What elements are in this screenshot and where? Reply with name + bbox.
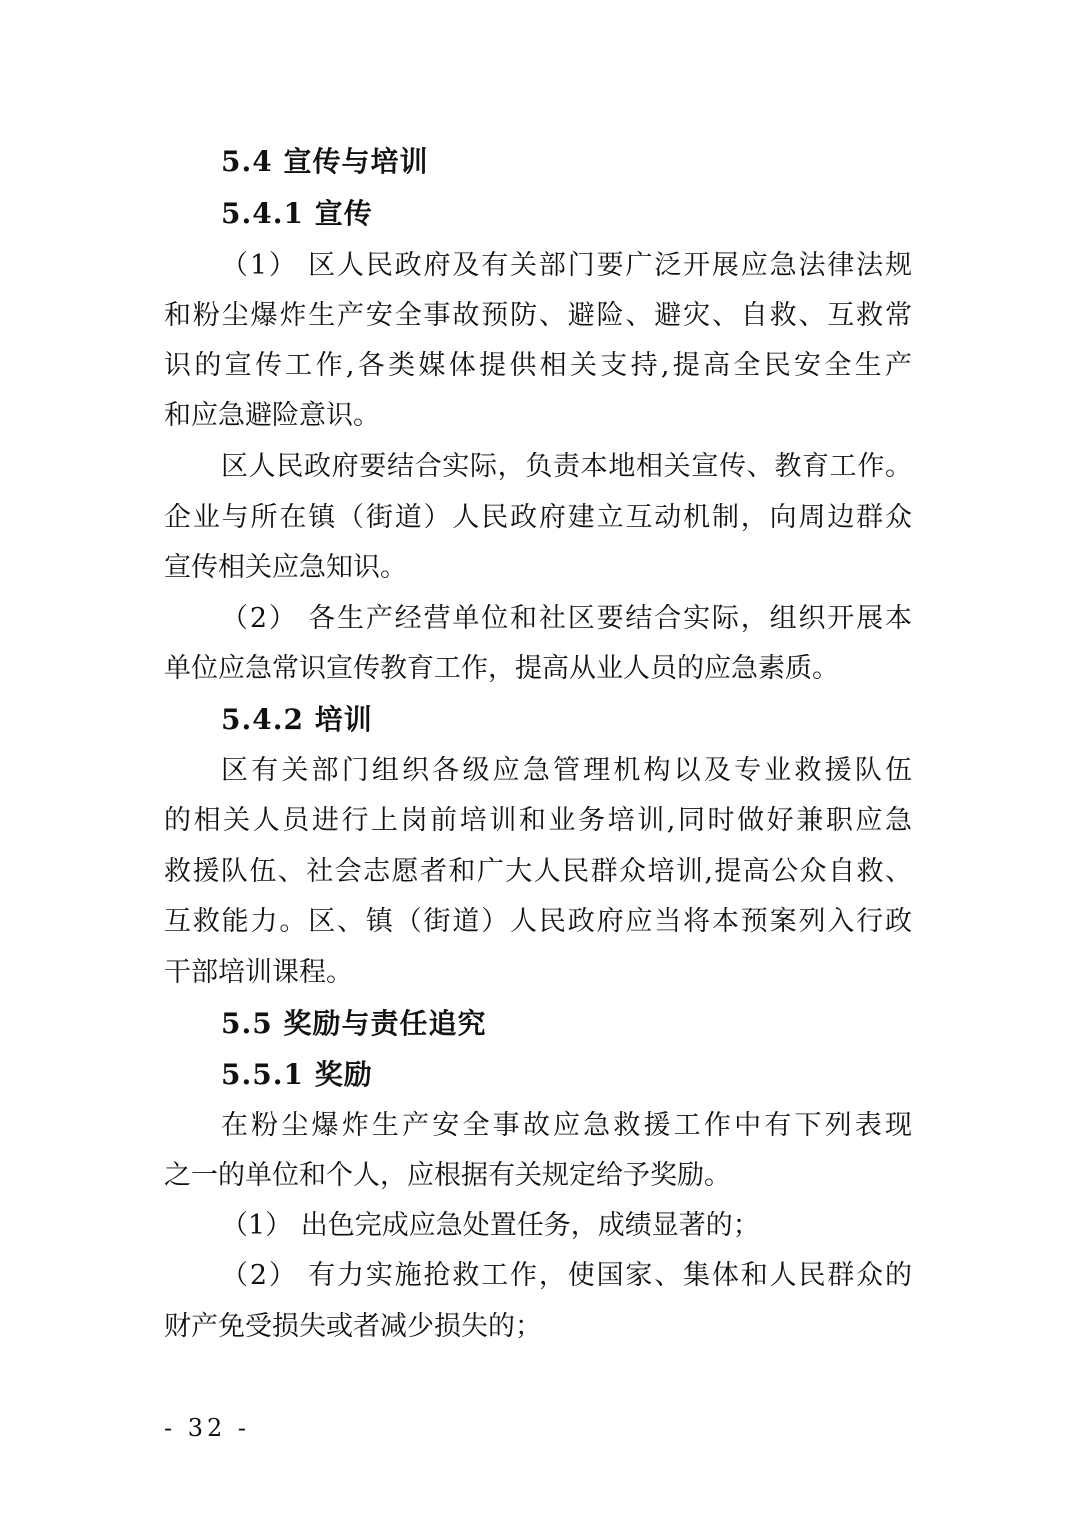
paragraph-line: 互救能力。区、镇（街道）人民政府应当将本预案列入行政 xyxy=(164,906,912,937)
paragraph-line: 干部培训课程。 xyxy=(164,957,353,988)
paragraph-line: 和粉尘爆炸生产安全事故预防、避险、避灾、自救、互救常 xyxy=(164,300,912,331)
paragraph-line: 在粉尘爆炸生产安全事故应急救援工作中有下列表现 xyxy=(221,1110,912,1141)
paragraph-line: （2） 有力实施抢救工作，使国家、集体和人民群众的 xyxy=(221,1260,912,1291)
paragraph-line: 和应急避险意识。 xyxy=(164,400,380,431)
paragraph-line: 救援队伍、社会志愿者和广大人民群众培训,提高公众自救、 xyxy=(164,856,912,887)
paragraph-line: （1） 出色完成应急处置任务，成绩显著的； xyxy=(221,1210,760,1241)
heading-5-4: 5.4 宣传与培训 xyxy=(221,145,429,178)
paragraph-line: 之一的单位和个人，应根据有关规定给予奖励。 xyxy=(164,1160,731,1191)
paragraph-line: 企业与所在镇（街道）人民政府建立互动机制，向周边群众 xyxy=(164,502,912,533)
page-number: - 32 - xyxy=(164,1414,251,1442)
paragraph-line: 的相关人员进行上岗前培训和业务培训,同时做好兼职应急 xyxy=(164,805,912,836)
heading-5-5-1: 5.5.1 奖励 xyxy=(221,1058,373,1091)
paragraph-line: 识的宣传工作,各类媒体提供相关支持,提高全民安全生产 xyxy=(164,350,912,381)
heading-5-4-1: 5.4.1 宣传 xyxy=(221,197,373,230)
paragraph-line: 区人民政府要结合实际，负责本地相关宣传、教育工作。 xyxy=(221,451,912,482)
paragraph-line: 区有关部门组织各级应急管理机构以及专业救援队伍 xyxy=(221,755,912,786)
heading-5-4-2: 5.4.2 培训 xyxy=(221,703,373,736)
paragraph-line: 宣传相关应急知识。 xyxy=(164,552,407,583)
paragraph-line: 单位应急常识宣传教育工作，提高从业人员的应急素质。 xyxy=(164,653,839,684)
paragraph-line: （1） 区人民政府及有关部门要广泛开展应急法律法规 xyxy=(221,250,912,281)
paragraph-line: （2） 各生产经营单位和社区要结合实际，组织开展本 xyxy=(221,603,912,634)
paragraph-line: 财产免受损失或者减少损失的； xyxy=(164,1311,542,1342)
heading-5-5: 5.5 奖励与责任追究 xyxy=(221,1007,487,1040)
